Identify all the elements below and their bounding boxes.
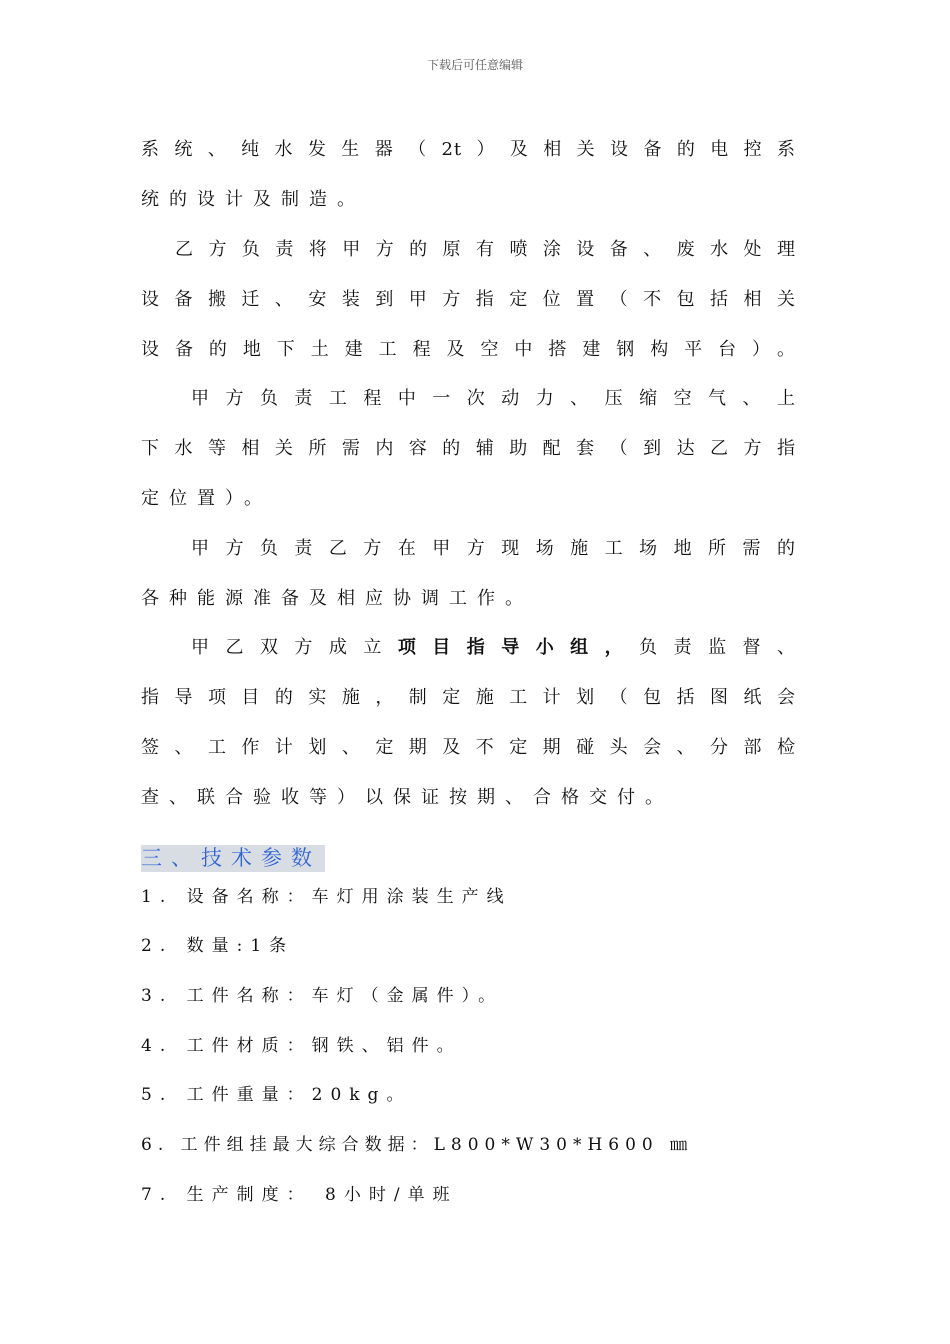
paragraph-line: 定位置）。	[141, 488, 272, 509]
list-item: 4. 工件材质：钢铁、铝件。	[141, 1036, 462, 1056]
list-item: 7. 生产制度： 8小时/单班	[141, 1185, 458, 1205]
list-item: 5. 工件重量：20kg。	[141, 1085, 412, 1105]
paragraph-line: 指导项目的实施，制定施工计划（包括图纸会	[141, 687, 796, 708]
paragraph-line: 乙方负责将甲方的原有喷涂设备、废水处理	[175, 239, 796, 260]
paragraph-line: 签、工作计划、定期及不定期碰头会、分部检	[141, 737, 796, 758]
list-item: 3. 工件名称：车灯（金属件）。	[141, 986, 504, 1006]
list-item: 2. 数量:1条	[141, 936, 295, 956]
text-run: 负责监督、	[639, 637, 796, 658]
paragraph-line: 各种能源准备及相应协调工作。	[141, 588, 533, 609]
paragraph-line: 下水等相关所需内容的辅助配套（到达乙方指	[141, 438, 796, 459]
section-heading: 三、技术参数	[141, 845, 325, 872]
page-header: 下载后可任意编辑	[426, 58, 523, 72]
paragraph-line: 设备的地下土建工程及空中搭建钢构平台）。	[141, 339, 796, 360]
list-item: 6. 工件组挂最大综合数据：L800*W30*H600 ㎜	[141, 1135, 694, 1155]
paragraph-line: 甲方负责乙方在甲方现场施工场地所需的	[191, 538, 796, 559]
paragraph-line: 查、联合验收等）以保证按期、合格交付。	[141, 787, 673, 808]
list-item: 1. 设备名称：车灯用涂装生产线	[141, 887, 512, 907]
paragraph-line: 统的设计及制造。	[141, 189, 365, 210]
paragraph-line: 甲方负责工程中一次动力、压缩空气、上	[191, 388, 796, 409]
paragraph-line	[191, 637, 796, 659]
paragraph-line: 设备搬迁、安装到甲方指定位置（不包括相关	[141, 289, 796, 310]
paragraph-line: 系统、纯水发生器（2t）及相关设备的电控系	[141, 139, 796, 160]
bold-text-run: 项目指导小组，	[397, 637, 640, 658]
text-run: 甲乙双方成立	[191, 637, 398, 658]
